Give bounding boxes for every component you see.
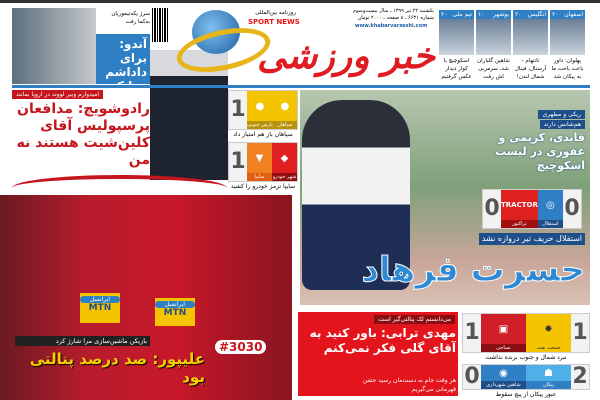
red-arc	[12, 175, 227, 201]
mtn-label: MTN	[163, 308, 187, 318]
team-logo: ●	[255, 100, 265, 112]
home-score: 1	[572, 320, 588, 345]
away-score: 1	[230, 149, 246, 174]
team-logo: ✹	[544, 323, 553, 335]
team-name: شاهین شهرداری	[481, 381, 526, 389]
team-logo: ◆	[280, 152, 289, 164]
masthead-subtitle: روزنامه بین‌المللی	[255, 10, 296, 16]
team-name: سپاهان	[273, 121, 297, 129]
thumb-national-team[interactable]	[439, 10, 474, 84]
thumb-caption: شاهین گلباران شد، سرمربی اش رفت	[477, 58, 510, 80]
team-logo: ▼	[255, 152, 264, 164]
sport-news-label: SPORT NEWS	[248, 18, 300, 26]
photo-ando	[12, 8, 96, 84]
main-kicker-2: هم‌شانس دارند	[540, 120, 585, 129]
torabi-headline: مهدی ترابی: باور کنید به آقای گلی فکر نمی‌کنم	[309, 326, 456, 355]
main-subheadline: استقلال حریف تیر دروازه نشد	[479, 233, 585, 245]
match-caption: سپاهان باز هم امتیاز داد	[228, 130, 298, 140]
sponsor-patch	[80, 293, 120, 323]
away-score: 0	[464, 364, 480, 389]
thumb-caption: پهلوان: داور باعث باخت ما به پیکان شد	[551, 58, 584, 80]
match-caption: نبرد شمال و جنوب برنده نداشت	[462, 353, 590, 363]
team-name: نساجی	[481, 344, 526, 352]
thumb-page: ۲۰	[441, 11, 448, 18]
thumb-photo	[476, 19, 511, 55]
team-logo: ●	[280, 100, 290, 112]
top-left-kicker: سرژ یکه‌تیموریان به‌کما رفت	[111, 11, 150, 25]
thumb-page: ۲۰	[515, 11, 522, 18]
main-headline: حسرت فرهاد	[361, 250, 585, 290]
home-score: 2	[572, 364, 588, 389]
left-story-kicker: امیدوارم وبیر لووند در اروپا بمانند	[12, 90, 103, 99]
mid-scoreboard-1	[228, 90, 298, 140]
header-divider	[12, 85, 590, 88]
main-side-headline: قایدی، کریمی و غفوری در لیست اسکوچیچ	[495, 131, 585, 172]
home-score: 0	[564, 196, 580, 221]
thumb-page: ۲۰	[552, 11, 559, 18]
thumb-section: بوشهر	[493, 11, 509, 18]
thumb-caption: تاتنهام - آرسنال، فینال شمال لندن!	[514, 58, 547, 80]
thumb-caption: اسکوچیچ با کوار دیدار عکس گرفتیم	[441, 58, 472, 80]
main-scoreboard	[482, 189, 582, 229]
away-score: 1	[230, 97, 246, 122]
bottom-left-headline: علیپور: صد درصد پنالتی بود	[29, 350, 205, 386]
thumb-section: تیم ملی	[452, 11, 472, 18]
team-logo: ◉	[499, 367, 508, 379]
bottom-scoreboard-2	[462, 364, 590, 400]
masthead-date: یکشنبه ۲۲ تیر ۱۳۹۹ ـ سال بیست‌وسوم	[352, 8, 434, 14]
team-name: شهر خودرو	[272, 174, 297, 180]
masthead-website[interactable]: www.khabarvarzeshi.com	[355, 23, 428, 29]
away-score: 1	[464, 320, 480, 345]
team-name: صنعت نفت	[526, 344, 571, 352]
main-kicker-1: ریکی و مطهری	[538, 110, 585, 119]
team-name: پیکان	[526, 381, 571, 389]
bottom-left-kicker: بازیکن ماشین‌سازی مرا شارژ کرد	[15, 336, 150, 346]
masthead-logo: خبر ورزشی	[257, 36, 435, 77]
barcode	[152, 8, 168, 42]
left-story-headline: رادوشویچ: مدافعان پرسپولیس آقای کلین‌شیت هستند نه من	[16, 101, 150, 168]
thumb-photo	[439, 19, 474, 55]
thumb-section: انگلیس	[527, 11, 546, 18]
thumb-page: ۱۰	[478, 11, 485, 18]
match-caption: سایپا ترمز خودرو را کشید	[228, 182, 298, 192]
team-logo: ▣	[498, 323, 509, 335]
team-name: پارس جنوبی	[247, 122, 273, 128]
thumb-section: اصفهان	[564, 11, 583, 18]
thumb-photo	[550, 19, 585, 55]
thumb-photo	[513, 19, 548, 55]
team-name: تراکتور	[501, 220, 538, 228]
team-name: استقلال	[538, 220, 563, 228]
shirt-code: #3030	[215, 340, 266, 354]
thumb-isfahan[interactable]	[550, 10, 585, 84]
thumb-bushehr[interactable]	[476, 10, 511, 84]
torabi-kicker: می‌دانستم لک پنالتی‌گیر است	[374, 315, 455, 324]
match-caption: عبور پیکان از پیچ سقوط	[462, 390, 590, 400]
team-logo: ☗	[544, 367, 553, 379]
top-left-headline: آندو: برای داداشم	[96, 34, 150, 84]
away-score: 0	[484, 196, 500, 221]
sponsor-patch-2	[155, 298, 195, 326]
thumb-england[interactable]	[513, 10, 548, 84]
tractor-logo: TRACTOR	[501, 201, 538, 209]
esteghlal-logo: ◎	[546, 199, 555, 211]
top-border	[0, 0, 600, 3]
masthead-issue: شماره ۶۶۳۱ ـ ۸ صفحه ـ ۲۰۰۰ تومان	[357, 15, 434, 21]
bottom-scoreboard-1	[462, 313, 590, 363]
mtn-label: MTN	[88, 303, 112, 313]
team-name: سایپا	[247, 173, 272, 181]
mid-scoreboard-2	[228, 142, 298, 192]
sponsor-label: ایرانسل	[155, 301, 195, 308]
sponsor-label: ایرانسل	[80, 296, 120, 303]
torabi-sub: هر وقت جام به دست‌مان رسید جشن قهرمانی می‌گیریم	[362, 377, 456, 393]
